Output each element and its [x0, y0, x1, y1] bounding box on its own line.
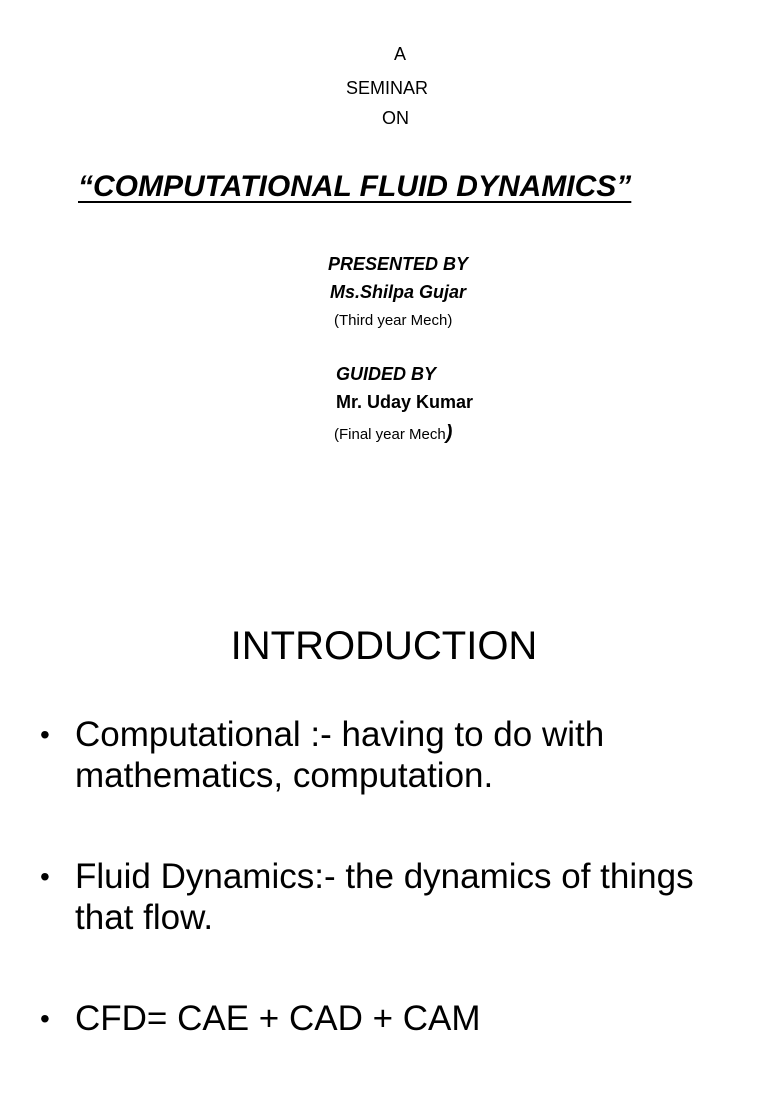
bullet-item: [40, 998, 740, 1039]
guide-year: [334, 422, 452, 445]
bullet-dot-icon: •: [40, 861, 50, 892]
bullet-item: [40, 714, 740, 796]
guide-year-closing-paren: ): [445, 422, 453, 444]
introduction-heading: INTRODUCTION: [230, 624, 538, 668]
presented-by-label: PRESENTED BY: [328, 254, 469, 274]
bullet-item: [40, 856, 740, 938]
presenter-year: (Third year Mech): [334, 312, 453, 329]
bullet-text: Fluid Dynamics:- the dynamics of things that flow.: [75, 857, 694, 937]
presenter-name: Ms.Shilpa Gujar: [330, 282, 467, 302]
cover-line-a: A: [394, 44, 407, 64]
guide-year-text: (Final year Mech: [334, 426, 446, 443]
bullet-dot-icon: •: [40, 1003, 50, 1034]
guide-name: Mr. Uday Kumar: [336, 392, 474, 412]
bullet-text: CFD= CAE + CAD + CAM: [75, 999, 481, 1038]
cover-line-on: ON: [382, 108, 409, 128]
guided-by-label: GUIDED BY: [336, 364, 437, 384]
bullet-dot-icon: •: [40, 719, 50, 750]
document-title: “COMPUTATIONAL FLUID DYNAMICS”: [78, 170, 632, 203]
introduction-bullet-list: [40, 714, 740, 1099]
bullet-text: Computational :- having to do with mathematics, computation.: [75, 715, 605, 795]
cover-line-seminar: SEMINAR: [346, 78, 429, 98]
